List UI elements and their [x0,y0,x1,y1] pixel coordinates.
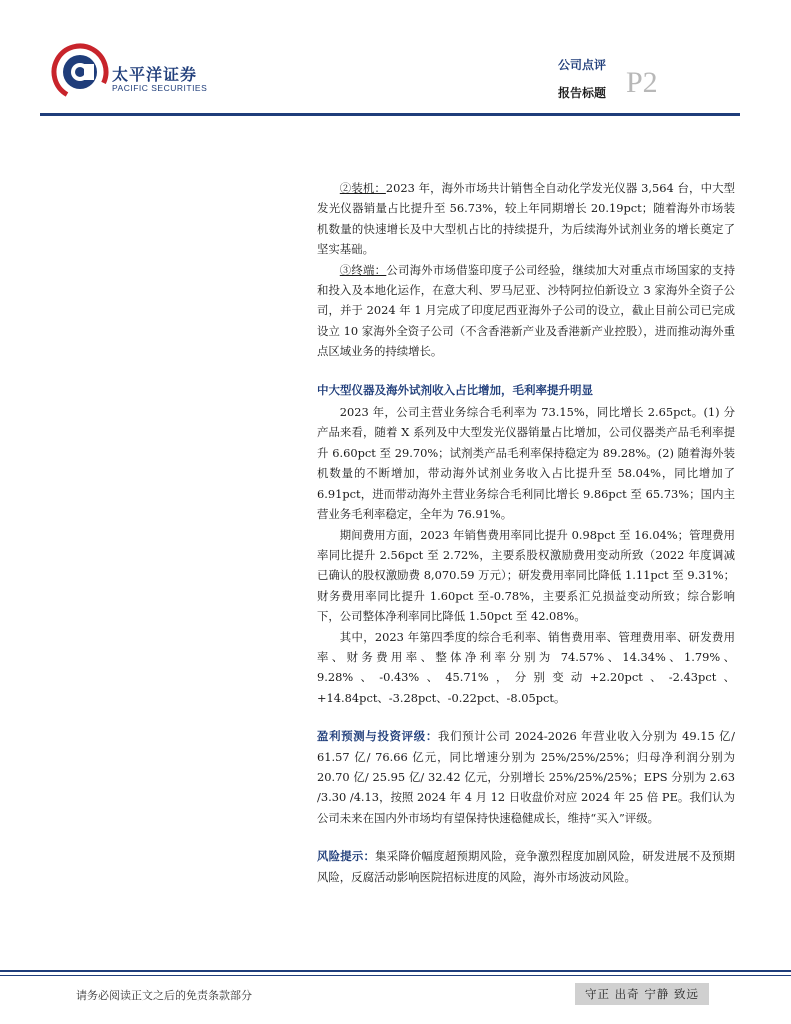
section-heading-margin: 中大型仪器及海外试剂收入占比增加，毛利率提升明显 [317,382,593,397]
header-divider [40,113,740,116]
footer-divider-thin [0,975,791,976]
footer-disclaimer: 请务必阅读正文之后的免责条款部分 [76,989,252,1002]
paragraph-terminal [317,260,735,362]
paragraph-q4: 其中，2023 年第四季度的综合毛利率、销售费用率、管理费用率、研发费用率、财务费用率、整体净利率分别为 74.57%、14.34%、1.79%、9.28%、-0.43%、45.71%，分别变动+2.20pct、-2.43pct、+14.84pct、-3.28pct、-0.22pct、-8.05pct。 [317,629,735,705]
footer-slogan: 守正 出奇 宁静 致远 [575,983,709,1005]
paragraph-expenses: 期间费用方面，2023 年销售费用率同比提升 0.98pct 至 16.04%；管理费用率同比提升 2.56pct 至 2.72%，主要系股权激励费用变动所致（2022 年度调减已确认的股权激励费 8,070.59 万元）；研发费用率同比降低 1.11pct 至 9.31%；财务费用率同比提升 1.60pct 至-0.78%，主要系汇兑损益变动所致；综合影响下，公司整体净利率同比降低 1.50pct 至 42.08%。 [317,527,735,624]
text-risk: 集采降价幅度超预期风险，竞争激烈程度加剧风险，研发进展不及预期风险，反腐活动影响医院招标进度的风险，海外市场波动风险。 [317,849,735,884]
company-logo [50,42,110,102]
report-title: 报告标题 [558,86,607,100]
text-installed-base: 2023 年，海外市场共计销售全自动化学发光仪器 3,564 台，中大型发光仪器销量占比提升至 56.73%，较上年同期增长 20.19pct；随着海外市场装机数量的快速增长及中大型机占比的持续提升，为后续海外试剂业务的增长奠定了坚实基础。 [317,181,735,257]
label-risk: 风险提示： [317,849,376,864]
brand-name-cn: 太平洋证券 [112,65,198,84]
paragraph-installed-base [317,178,735,260]
report-body [317,178,735,887]
text-forecast: 我们预计公司 2024-2026 年营业收入分别为 49.15 亿/ 61.57 亿/ 76.66 亿元，同比增速分别为 25%/25%/25%；归母净利润分别为 20.70 亿/ 25.95 亿/ 32.42 亿元，分别增长 25%/25%/25%；EPS 分别为 2.63 /3.30 /4.13，按照 2024 年 4 月 12 日收盘价对应 2024 年 25 倍 PE。我们认为公司未来在国内外市场均有望保持快速稳健成长，维持“买入”评级。 [317,729,735,825]
page-number: P2 [626,66,658,99]
footer-divider [0,970,791,972]
paragraph-forecast [317,726,735,828]
brand-name-en: PACIFIC SECURITIES [112,83,208,93]
paragraph-gross-margin: 2023 年，公司主营业务综合毛利率为 73.15%，同比增长 2.65pct。(1) 分产品来看，随着 X 系列及中大型发光仪器销量占比增加，公司仪器类产品毛利率提升 6.60pct 至 29.70%；试剂类产品毛利率保持稳定为 89.28%。(2) 随着海外装机数量的不断增加，带动海外试剂业务收入占比提升至 58.04%，同比增加了 6.91pct，进而带动海外主营业务综合毛利同比增长 9.86pct 至 65.73%；国内主营业务毛利率稳定，全年为 76.91%。 [317,405,735,522]
lead-installed-base: ②装机： [339,181,386,195]
paragraph-risk [317,846,735,887]
lead-terminal: ③终端： [339,262,387,277]
text-terminal: 公司海外市场借鉴印度子公司经验，继续加大对重点市场国家的支持和投入及本地化运作，在意大利、罗马尼亚、沙特阿拉伯新设立 3 家海外全资子公司，并于 2024 年 1 月完成了印度尼西亚海外子公司的设立，截止目前公司已完成设立 10 家海外全资子公司（不含香港新产业及香港新产业控股），进而推动海外重点区域业务的持续增长。 [317,262,735,359]
label-forecast: 盈利预测与投资评级： [317,729,438,744]
report-type: 公司点评 [558,58,607,72]
